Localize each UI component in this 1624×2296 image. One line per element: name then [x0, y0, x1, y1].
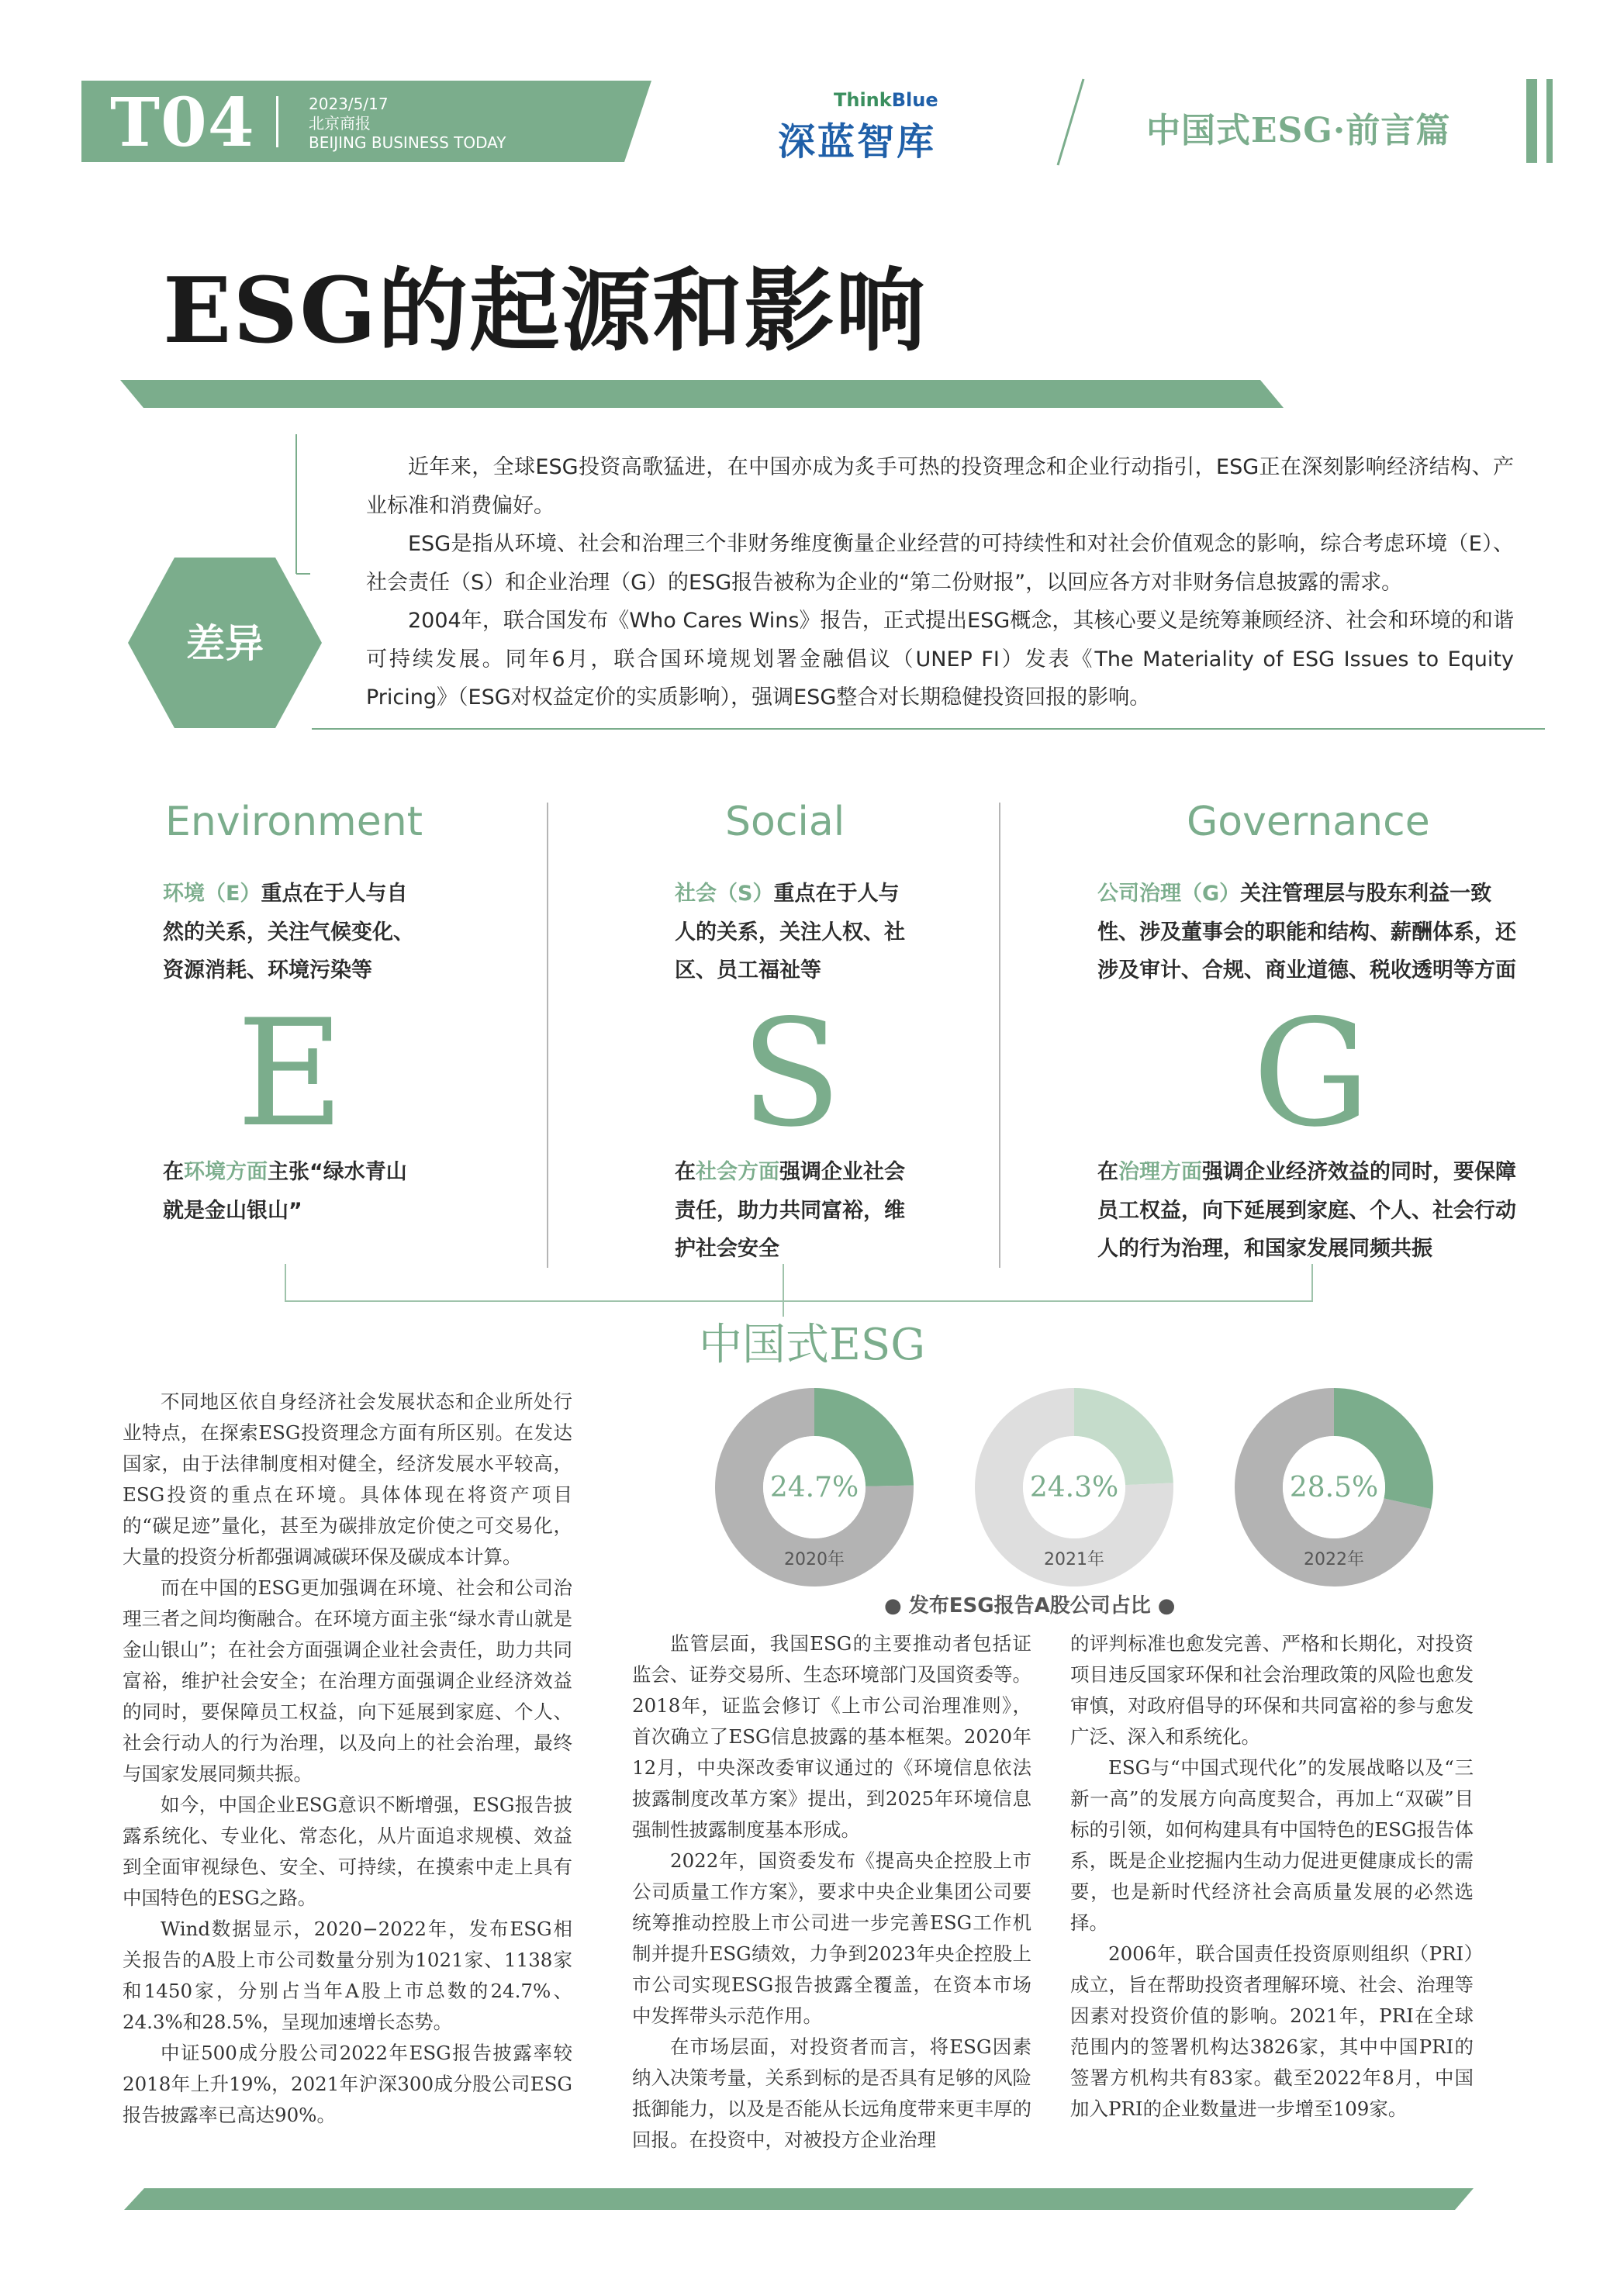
column-divider — [547, 803, 548, 1268]
body-paragraph: 而在中国的ESG更加强调在环境、社会和公司治理三者之间均衡融合。在环境方面主张“绿水青山就是金山银山”；在社会方面强调企业社会责任，助力共同富裕，维护社会安全；在治理方面强调企业经济效益的同时，要保障员工权益，向下延展到家庭、个人、社会行动人的行为治理，以及向上的社会治理，最终与国家发展同频共振。 — [123, 1576, 572, 1785]
donut-value-label: 28.5% — [1289, 1472, 1379, 1504]
body-paragraph: 在市场层面，对投资者而言，将ESG因素纳入决策考量，关系到标的是否具有足够的风险抵御能力，以及是否能从长远角度带来更丰厚的回报。在投资中，对被投方企业治理 — [632, 2035, 1031, 2151]
body-column-3 — [1070, 1628, 1474, 2125]
donut-value-label: 24.3% — [1029, 1472, 1119, 1504]
environment-note-pre: 在 — [163, 1160, 184, 1184]
environment-note-highlight: 环境方面 — [184, 1160, 268, 1184]
logo-think-text: Think — [834, 89, 892, 111]
body-paragraph: 监管层面，我国ESG的主要推动者包括证监会、证券交易所、生态环境部门及国资委等。2018年，证监会修订《上市公司治理准则》，首次确立了ESG信息披露的基本框架。2020年12月，中央深改委审议通过的《环境信息依法披露制度改革方案》提出，到2025年环境信息强制性披露制度基本形成。 — [632, 1632, 1031, 1841]
body-paragraph: ESG与“中国式现代化”的发展战略以及“三新一高”的发展方向高度契合，再加上“双碳”目标的引领，如何构建具有中国特色的ESG报告体系，既是企业挖掘内生动力促进更健康成长的需要，也是新时代经济社会高质量发展的必然选择。 — [1070, 1756, 1474, 1934]
environment-note-text: 主张“绿水青山就是金山银山” — [163, 1160, 407, 1223]
caption-bullet-right: ● — [1157, 1594, 1176, 1618]
environment-desc-text: 重点在于人与自然的关系，关注气候变化、资源消耗、环境污染等 — [163, 882, 414, 982]
header-slash — [1049, 78, 1095, 167]
column-divider — [999, 803, 1000, 1268]
page-number: T04 — [110, 84, 255, 162]
title-band — [120, 380, 1284, 408]
social-desc-text: 重点在于人与人的关系，关注人权、社区、员工福祉等 — [675, 882, 905, 982]
header-paper-en: BEIJING BUSINESS TODAY — [309, 133, 506, 152]
environment-desc-highlight: 环境（E） — [163, 882, 261, 906]
social-letter: S — [741, 988, 842, 1159]
esg-bracket — [279, 1248, 1318, 1318]
intro-paragraph: 近年来，全球ESG投资高歌猛进，在中国亦成为炙手可热的投资理念和企业行动指引，ESG正在深刻影响经济结构、产业标准和消费偏好。 — [366, 455, 1514, 518]
body-paragraph: 中证500成分股公司2022年ESG报告披露率较2018年上升19%，2021年沪深300成分股公司ESG报告披露率已高达90%。 — [123, 2042, 572, 2126]
donut-year-label: 2022年 — [1304, 1550, 1364, 1569]
governance-note-pre: 在 — [1097, 1160, 1118, 1184]
governance-letter: G — [1253, 988, 1370, 1159]
logo-think-blue — [834, 89, 938, 111]
governance-note-text: 强调企业经济效益的同时，要保障员工权益，向下延展到家庭、个人、社会行动人的行为治理，和国家发展同频共振 — [1097, 1160, 1516, 1261]
body-paragraph-continued: 的评判标准也愈发完善、严格和长期化，对投资项目违反国家环保和社会治理政策的风险也愈发审慎，对政府倡导的环保和共同富裕的参与愈发广泛、深入和系统化。 — [1070, 1632, 1474, 1748]
chart-caption — [884, 1590, 1175, 1618]
governance-desc-highlight: 公司治理（G） — [1097, 882, 1241, 906]
donut-value-label: 24.7% — [769, 1472, 859, 1504]
page-title: ESG的起源和影响 — [163, 258, 928, 364]
social-note-pre: 在 — [675, 1160, 696, 1184]
body-paragraph: 如今，中国企业ESG意识不断增强，ESG报告披露系统化、专业化、常态化，从片面追求规模、效益到全面审视绿色、安全、可持续，在摸索中走上具有中国特色的ESG之路。 — [123, 1794, 572, 1909]
header-paper-cn: 北京商报 — [309, 114, 371, 133]
intro-paragraph: ESG是指从环境、社会和治理三个非财务维度衡量企业经营的可持续性和对社会价值观念的影响，综合考虑环境（E）、社会责任（S）和企业治理（G）的ESG报告被称为企业的“第二份财报”，以回应各方对非财务信息披露的需求。 — [366, 532, 1514, 595]
environment-description — [163, 875, 419, 990]
header-bars — [1526, 79, 1557, 163]
environment-heading: Environment — [165, 799, 423, 845]
donut-charts — [667, 1388, 1443, 1590]
governance-desc-text: 关注管理层与股东利益一致性、涉及董事会的职能和结构、薪酬体系，还涉及审计、合规、商业道德、税收透明等方面 — [1097, 882, 1516, 982]
social-description — [675, 875, 907, 990]
header-date: 2023/5/17 — [309, 95, 389, 113]
hexagon-badge-label: 差异 — [186, 621, 264, 666]
header-divider — [276, 96, 278, 147]
governance-note-highlight: 治理方面 — [1118, 1160, 1202, 1184]
intro-paragraph: 2004年，联合国发布《Who Cares Wins》报告，正式提出ESG概念，其核心要义是统筹兼顾经济、社会和环境的和谐可持续发展。同年6月，联合国环境规划署金融倡议（UNEP FI）发表《The Materiality of ESG Issues to Equity Pricing》（ESG对权益定价的实质影响），强调ESG整合对长期稳健投资回报的影响。 — [366, 609, 1514, 710]
column-title: 中国式ESG·前言篇 — [1146, 111, 1451, 150]
header-meta — [309, 95, 506, 153]
environment-letter: E — [237, 988, 344, 1159]
body-paragraph: Wind数据显示，2020−2022年，发布ESG相关报告的A股上市公司数量分别为1021家、1138家和1450家，分别占当年A股上市总数的24.7%、24.3%和28.5%，呈现加速增长态势。 — [123, 1918, 572, 2033]
body-column-1 — [123, 1386, 572, 2131]
social-desc-highlight: 社会（S） — [675, 882, 774, 906]
environment-note — [163, 1153, 419, 1230]
logo-blue-text: Blue — [891, 89, 938, 111]
body-paragraph: 2022年，国资委发布《提高央企控股上市公司质量工作方案》，要求中央企业集团公司要统筹推动控股上市公司进一步完善ESG工作机制并提升ESG绩效，力争到2023年央企控股上市公司实现ESG报告披露全覆盖，在资本市场中发挥带头示范作用。 — [632, 1849, 1031, 2027]
social-note-highlight: 社会方面 — [696, 1160, 779, 1184]
caption-bullet-left: ● — [884, 1594, 902, 1618]
body-paragraph: 不同地区依自身经济社会发展状态和企业所处行业特点，在探索ESG投资理念方面有所区别。在发达国家，由于法律制度相对健全，经济发展水平较高，ESG投资的重点在环境。具体体现在将资产项目的“碳足迹”量化，甚至为碳排放定价使之可交易化，大量的投资分析都强调减碳环保及碳成本计算。 — [123, 1390, 572, 1568]
social-heading: Social — [725, 799, 845, 845]
governance-heading: Governance — [1187, 799, 1430, 845]
social-note-text: 强调企业社会责任，助力共同富裕，维护社会安全 — [675, 1160, 905, 1261]
chart-title: 发布ESG报告A股公司占比 — [908, 1594, 1151, 1618]
china-esg-heading: 中国式ESG — [699, 1320, 925, 1370]
intro-text — [366, 448, 1514, 717]
donut-year-label: 2020年 — [784, 1550, 845, 1569]
bottom-band — [124, 2188, 1474, 2210]
donut-year-label: 2021年 — [1044, 1550, 1104, 1569]
body-column-2 — [632, 1628, 1031, 2156]
governance-description — [1097, 875, 1516, 990]
logo-main-text: 深蓝智库 — [778, 120, 937, 164]
body-paragraph: 2006年，联合国责任投资原则组织（PRI）成立，旨在帮助投资者理解环境、社会、治理等因素对投资价值的影响。2021年，PRI在全球范围内的签署机构达3826家，其中中国PRI的签署方机构共有83家。截至2022年8月，中国加入PRI的企业数量进一步增至109家。 — [1070, 1942, 1474, 2120]
